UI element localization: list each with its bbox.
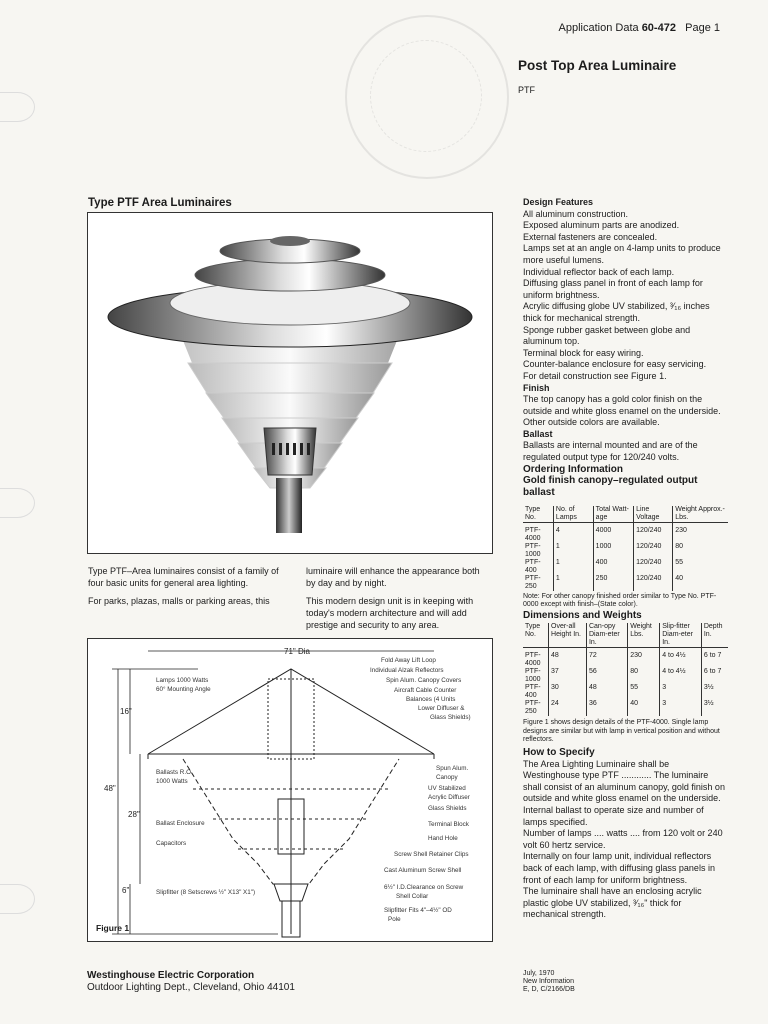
how-to-specify xyxy=(523,747,728,921)
cell: 40 xyxy=(673,575,728,591)
cell: 4 xyxy=(553,523,593,544)
note-clearance: 6½" I.D.Clearance on Screw xyxy=(384,884,464,891)
cell: 3½ xyxy=(701,700,728,716)
design-heading: Design Features xyxy=(523,197,594,207)
table-header: Type No. xyxy=(525,506,541,521)
dim-16: 16" xyxy=(120,707,132,716)
punch-hole xyxy=(0,488,35,518)
cell: 1 xyxy=(553,543,593,559)
footer-codes: E, D, C/2166/DB xyxy=(523,986,575,994)
intro-p1: Type PTF–Area luminaires consist of a family of four basic units for general area lighting. xyxy=(88,566,279,588)
dim-28: 28" xyxy=(128,810,140,819)
cell: PTF-250 xyxy=(525,700,541,716)
cell: 3 xyxy=(660,700,702,716)
header-prefix: Application Data xyxy=(558,22,639,34)
note-balances: Balances (4 Units xyxy=(406,696,456,703)
table-row xyxy=(523,543,728,559)
table-row xyxy=(523,668,728,684)
note-pole: Pole xyxy=(388,916,401,923)
ordering-heading: Ordering Information xyxy=(523,463,623,475)
section-title: Type PTF Area Luminaires xyxy=(88,197,232,209)
table-row xyxy=(523,648,728,669)
cell: 56 xyxy=(586,668,627,684)
cell: 6 to 7 xyxy=(701,668,728,684)
cell: 1 xyxy=(553,559,593,575)
footer-company-block xyxy=(87,970,295,994)
cell: PTF-4000 xyxy=(523,523,553,544)
intro-col-2 xyxy=(306,565,491,637)
design-item: Diffusing glass panel in front of each lamp for uniform brightness. xyxy=(523,278,703,300)
ordering-subheading: Gold finish canopy–regulated output ballast xyxy=(523,475,698,498)
design-item: For detail construction see Figure 1. xyxy=(523,370,667,381)
note-slipfitter-fits: Slipfitter Fits 4"–4½" OD xyxy=(384,907,452,914)
ordering-table xyxy=(523,506,728,591)
table-header: Weight Approx.-Lbs. xyxy=(673,506,728,523)
cell: 30 xyxy=(549,684,587,700)
note-glass-shields-a: Glass Shields) xyxy=(430,714,471,721)
cell: 4 to 4½ xyxy=(660,668,702,684)
note-canopy: Canopy xyxy=(436,774,458,781)
cell: 3 xyxy=(660,684,702,700)
cell: 230 xyxy=(628,648,660,669)
punch-hole xyxy=(0,92,35,122)
table-row xyxy=(523,559,728,575)
cell: PTF-400 xyxy=(525,684,541,700)
footer-company: Westinghouse Electric Corporation xyxy=(87,970,255,981)
note-terminal-block: Terminal Block xyxy=(428,821,469,828)
note-ballasts: Ballasts R.O. xyxy=(156,769,193,776)
cell: 1000 xyxy=(593,543,633,559)
ballast-text: Ballasts are internal mounted and are of the regulated output type for 120/240 volts. xyxy=(523,440,698,463)
cell: 80 xyxy=(628,668,660,684)
table-row xyxy=(523,700,728,716)
note-screw-shell: Cast Aluminum Screw Shell xyxy=(384,867,462,874)
note-reflectors: Individual Alzak Reflectors xyxy=(370,667,444,674)
design-item: Terminal block for easy wiring. xyxy=(523,347,644,358)
table-header: Can-opy Diam-eter In. xyxy=(586,623,627,648)
luminaire-photo xyxy=(87,212,493,554)
header-number: 60-472 xyxy=(641,22,676,34)
note-spun-alum: Spun Alum. xyxy=(436,765,469,772)
specify-para: The Area Lighting Luminaire shall be Westinghouse type PTF ............ The luminaire shall consist of an aluminum canopy, gold finish on outside and white gloss enamel on the underside. Internal ballast to operate size and number of lamps specified. xyxy=(523,758,725,827)
design-item: Exposed aluminum parts are anodized. xyxy=(523,220,680,231)
specify-para: The luminaire shall have an enclosing acrylic plastic globe UV stabilized, ³⁄₁₆" thick for mechanical strength. xyxy=(523,886,702,920)
footer-date: July, 1970 xyxy=(523,970,555,977)
finish-text: The top canopy has a gold color finish on the outside and white gloss enamel on the underside. Other outside colors are available. xyxy=(523,394,721,428)
table-row xyxy=(523,684,728,700)
design-item: Individual reflector back of each lamp. xyxy=(523,266,675,277)
cell: 4 to 4½ xyxy=(660,648,702,669)
design-item: All aluminum construction. xyxy=(523,208,629,219)
cell: PTF-1000 xyxy=(525,543,541,558)
cell: 3½ xyxy=(701,684,728,700)
cell: 230 xyxy=(673,523,728,544)
intro-p3: This modern design unit is in keeping with today's modern architecture and will add prestige and security to any area. xyxy=(306,596,474,630)
cell: 48 xyxy=(549,648,587,669)
intro-p2-start: For parks, plazas, malls or parking areas, this xyxy=(88,596,270,606)
cell: 120/240 xyxy=(634,575,673,591)
design-features xyxy=(523,197,728,498)
note-glass-shields-b: Glass Shields xyxy=(428,805,467,812)
specify-para: Internally on four lamp unit, individual reflectors back of each lamp, with diffusing glass panels in front of each lamp for uniform brightness. xyxy=(523,851,715,885)
note-lamps: Lamps 1000 Watts xyxy=(156,677,209,684)
punch-hole xyxy=(0,884,35,914)
note-capacitors: Capacitors xyxy=(156,840,187,847)
note-acrylic: Acrylic Diffuser xyxy=(428,794,470,801)
cell: 120/240 xyxy=(634,559,673,575)
cell: 36 xyxy=(586,700,627,716)
table-header: Total Watt-age xyxy=(593,506,633,523)
design-item: Counter-balance enclosure for easy servicing. xyxy=(523,359,707,370)
footer-status: New Information xyxy=(523,978,574,986)
design-item: Lamps set at an angle on 4-lamp units to produce more useful lumens. xyxy=(523,243,721,265)
dim-48: 48" xyxy=(104,784,116,793)
cell: 4000 xyxy=(593,523,633,544)
table-header: Line Voltage xyxy=(634,506,673,523)
received-stamp-inner xyxy=(370,40,482,152)
dim-diameter: 71" Dia xyxy=(284,647,310,656)
cell: 72 xyxy=(586,648,627,669)
document-subtitle: PTF xyxy=(518,85,535,95)
cell: 24 xyxy=(549,700,587,716)
cell: 120/240 xyxy=(634,523,673,544)
ordering-note: Note: For other canopy finished order similar to Type No. PTF-0000 except with finish–(State color). xyxy=(523,593,717,609)
note-canopy-covers: Spin Alum. Canopy Covers xyxy=(386,677,462,684)
note-angle: 60° Mounting Angle xyxy=(156,686,211,693)
note-retainer-clips: Screw Shell Retainer Clips xyxy=(394,851,469,858)
specify-para: Number of lamps .... watts .... from 120 volt or 240 volt 60 hertz service. xyxy=(523,828,723,850)
design-item: Sponge rubber gasket between globe and aluminum top. xyxy=(523,324,691,347)
ballast-heading: Ballast xyxy=(523,428,553,439)
cell: 48 xyxy=(586,684,627,700)
finish-heading: Finish xyxy=(523,382,550,393)
note-ballast-enclosure: Ballast Enclosure xyxy=(156,820,205,827)
dimensions-note: Figure 1 shows design details of the PTF-4000. Single lamp designs are similar but with lamp in vertical position and without reflectors. xyxy=(523,719,720,743)
luminaire-illustration xyxy=(88,213,492,553)
table-header: No. of Lamps xyxy=(553,506,593,523)
table-header: Slip-fitter Diam-eter In. xyxy=(660,623,702,648)
intro-p2-end: luminaire will enhance the appearance both by day and by night. xyxy=(306,566,480,588)
table-header: Weight Lbs. xyxy=(628,623,660,648)
specify-heading: How to Specify xyxy=(523,747,595,759)
cell: 55 xyxy=(673,559,728,575)
figure-1 xyxy=(87,638,493,942)
table-header: Depth In. xyxy=(701,623,728,648)
note-shell-collar: Shell Collar xyxy=(396,893,429,900)
cell: 55 xyxy=(628,684,660,700)
note-uv: UV Stabilized xyxy=(428,785,466,792)
cell: 400 xyxy=(593,559,633,575)
design-item: External fasteners are concealed. xyxy=(523,231,658,242)
dimensions-table xyxy=(523,623,728,716)
cell: 80 xyxy=(673,543,728,559)
design-item: Acrylic diffusing globe UV stabilized, ³⁄₁₆ inches thick for mechanical strength. xyxy=(523,301,710,323)
document-title: Post Top Area Luminaire xyxy=(518,58,677,73)
page-header xyxy=(559,22,720,34)
table-row xyxy=(523,523,728,544)
cell: 37 xyxy=(549,668,587,684)
cell: PTF-1000 xyxy=(525,668,541,684)
cell: PTF-4000 xyxy=(523,648,549,669)
figure-label: Figure 1 xyxy=(96,923,130,933)
cell: PTF-250 xyxy=(525,575,541,590)
cell: 6 to 7 xyxy=(701,648,728,669)
dim-6: 6" xyxy=(122,886,130,895)
note-slipfitter: Slipfitter (8 Setscrews ½" X13" X1") xyxy=(156,889,256,896)
note-ballast-watts: 1000 Watts xyxy=(156,778,188,785)
note-lift-loop: Fold Away Lift Loop xyxy=(381,657,436,664)
cell: PTF-400 xyxy=(525,559,541,574)
cell: 40 xyxy=(628,700,660,716)
note-cable-counter: Aircraft Cable Counter xyxy=(394,687,457,694)
table-header: Type No. xyxy=(525,623,541,639)
cell: 120/240 xyxy=(634,543,673,559)
intro-col-1 xyxy=(88,565,293,613)
table-header: Over-all Height In. xyxy=(549,623,587,648)
table-row xyxy=(523,575,728,591)
header-page: Page 1 xyxy=(685,22,720,34)
ordering-table-wrap xyxy=(523,506,728,921)
note-lower-diffuser: Lower Diffuser & xyxy=(418,705,465,712)
cell: 250 xyxy=(593,575,633,591)
note-hand-hole: Hand Hole xyxy=(428,835,458,842)
dimensions-heading: Dimensions and Weights xyxy=(523,610,642,622)
footer-info xyxy=(523,970,575,995)
footer-dept: Outdoor Lighting Dept., Cleveland, Ohio 44101 xyxy=(87,982,295,993)
cell: 1 xyxy=(553,575,593,591)
